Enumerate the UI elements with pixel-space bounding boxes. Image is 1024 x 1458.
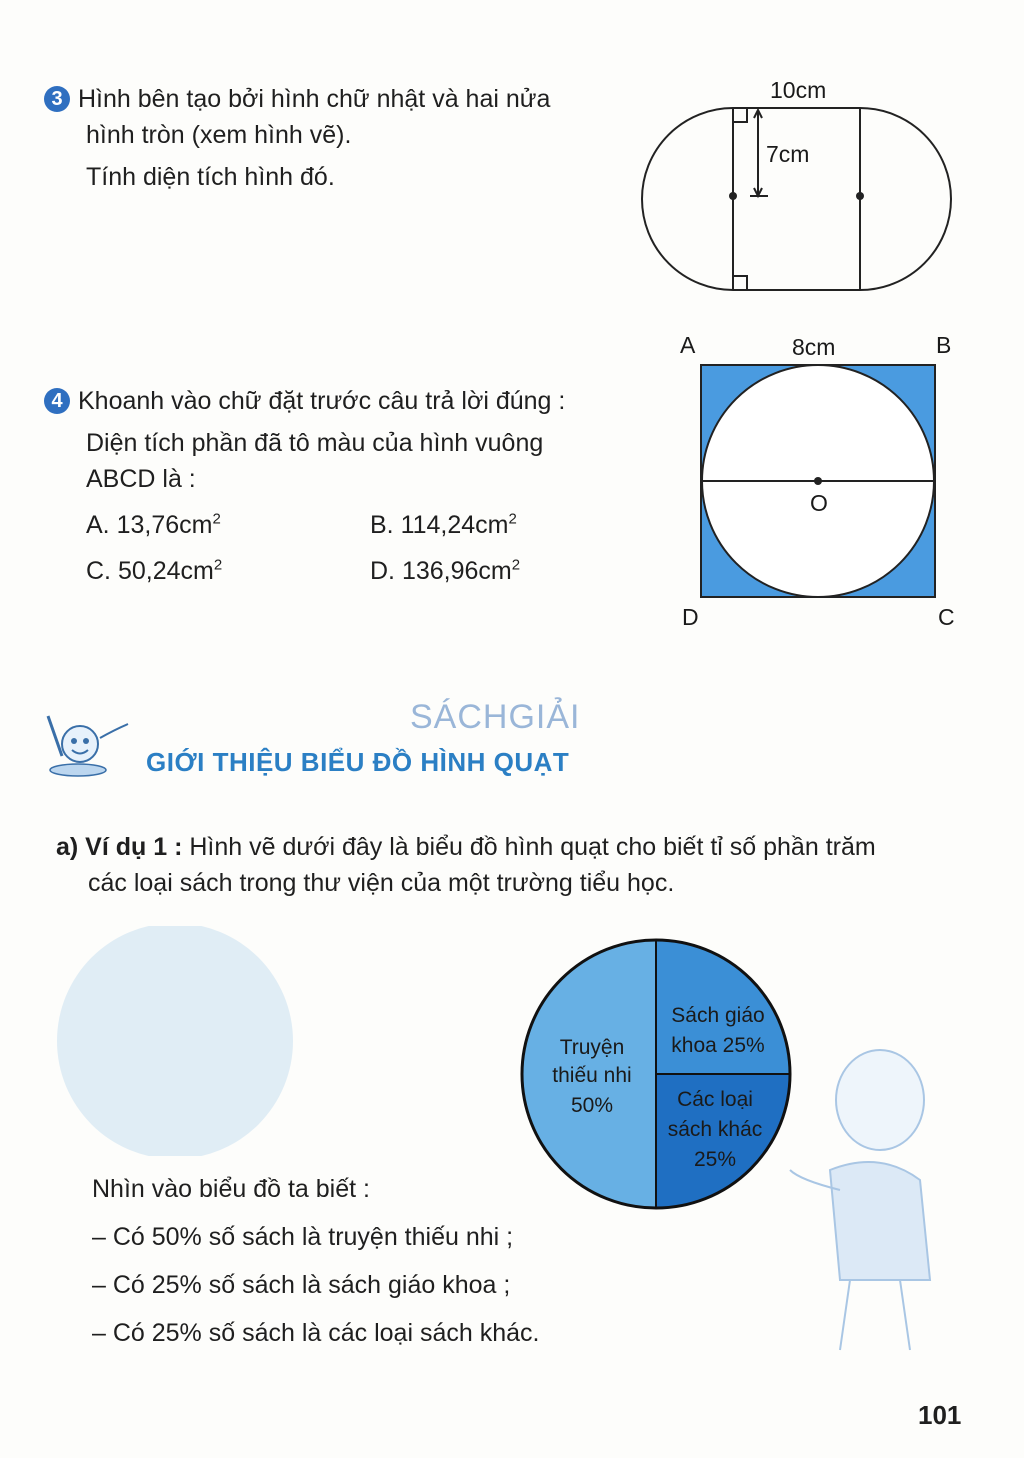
vertex-b: B — [936, 332, 952, 358]
exercise-4-line2: Diện tích phần đã tô màu của hình vuông — [86, 429, 544, 457]
stadium-figure — [630, 70, 970, 300]
section-title: GIỚI THIỆU BIỂU ĐỒ HÌNH QUẠT — [146, 747, 570, 777]
stadium-height-label: 7cm — [766, 141, 810, 167]
option-c-text: C. 50,24cm — [86, 557, 214, 585]
pie-label-sgk-1: Sách giáo — [671, 1004, 765, 1027]
option-b-sup: 2 — [508, 510, 517, 528]
option-a[interactable] — [86, 510, 221, 540]
side-length-label: 8cm — [792, 334, 836, 360]
boy-illustration — [760, 1040, 960, 1370]
watermark-logo: SÁCHGIẢI — [410, 698, 581, 736]
square-circle-figure — [670, 325, 970, 635]
conclusion-intro: Nhìn vào biểu đồ ta biết : — [92, 1175, 370, 1203]
pie-label-truyen-1: Truyện — [559, 1036, 625, 1059]
center-o: O — [810, 490, 828, 516]
exercise-4-text1: Khoanh vào chữ đặt trước câu trả lời đúng : — [78, 387, 566, 415]
stadium-width-label: 10cm — [770, 77, 827, 103]
exercise-3-badge: 3 — [44, 86, 70, 112]
pie-label-khac-1: Các loại — [677, 1088, 753, 1111]
pie-label-khac-2: sách khác — [667, 1118, 763, 1141]
pie-label-truyen-3: 50% — [570, 1094, 614, 1117]
conclusion-item-2: – Có 25% số sách là sách giáo khoa ; — [92, 1271, 511, 1299]
option-c[interactable] — [86, 556, 222, 586]
exercise-3-line3: Tính diện tích hình đó. — [86, 163, 335, 191]
option-d-sup: 2 — [511, 556, 521, 574]
option-b[interactable] — [370, 510, 517, 540]
pie-chart — [518, 936, 798, 1216]
option-d-text: D. 136,96cm — [370, 557, 512, 585]
vertex-d: D — [682, 604, 699, 630]
exercise-3-text1: Hình bên tạo bởi hình chữ nhật và hai nửa — [78, 85, 551, 113]
option-c-sup: 2 — [213, 556, 223, 574]
page-number: 101 — [918, 1400, 962, 1430]
faded-background-pie — [40, 926, 310, 1156]
exercise-4-badge: 4 — [44, 388, 70, 414]
conclusion-item-3: – Có 25% số sách là các loại sách khác. — [92, 1319, 540, 1347]
example-1-prefix: a) Ví dụ 1 : — [56, 833, 183, 861]
example-1-text1: Hình vẽ dưới đây là biểu đồ hình quạt cho biết tỉ số phần trăm — [189, 833, 876, 861]
option-d[interactable] — [370, 556, 520, 586]
vertex-a: A — [680, 332, 696, 358]
pie-label-khac-3: 25% — [693, 1148, 737, 1171]
option-a-text: A. 13,76cm — [86, 511, 213, 539]
pie-label-truyen-2: thiếu nhi — [552, 1064, 632, 1087]
exercise-4-line1 — [44, 386, 565, 416]
exercise-3-line1 — [44, 84, 550, 114]
example-1-line1 — [56, 832, 876, 862]
exercise-4-line3: ABCD là : — [86, 465, 196, 493]
example-1-line2: các loại sách trong thư viện của một trường tiểu học. — [88, 869, 675, 897]
option-b-text: B. 114,24cm — [370, 511, 509, 539]
mascot-icon — [40, 712, 136, 778]
exercise-3-line2: hình tròn (xem hình vẽ). — [86, 121, 352, 149]
conclusion-item-1: – Có 50% số sách là truyện thiếu nhi ; — [92, 1223, 514, 1251]
pie-label-sgk-2: khoa 25% — [671, 1034, 765, 1057]
option-a-sup: 2 — [212, 510, 221, 528]
vertex-c: C — [938, 604, 955, 630]
